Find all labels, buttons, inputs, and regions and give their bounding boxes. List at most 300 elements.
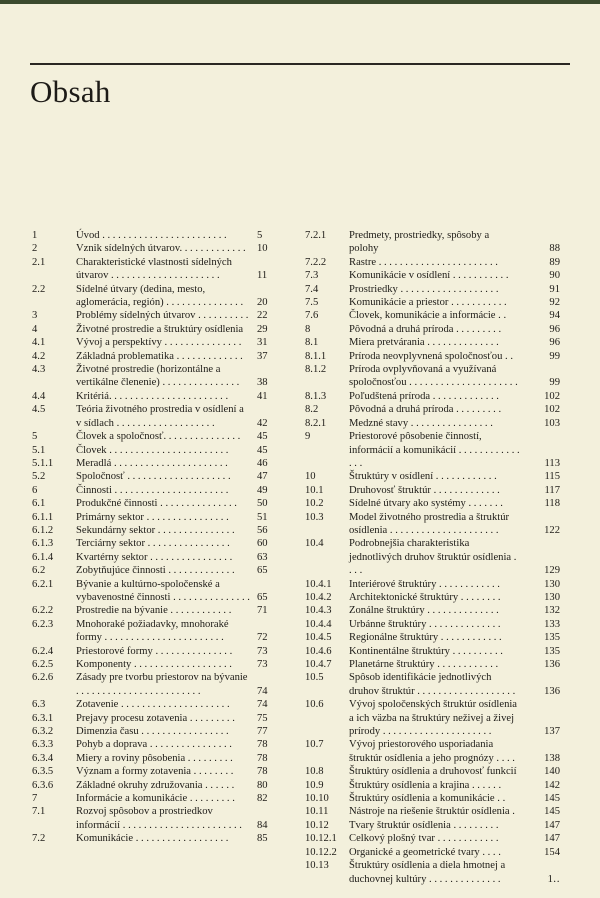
toc-entry <box>305 336 560 349</box>
section-title: Medzné stavy . . . . . . . . . . . . . . . . <box>349 417 493 429</box>
section-title: Architektonické štruktúry . . . . . . . . <box>349 591 501 603</box>
section-title: Regionálne štruktúry . . . . . . . . . . . . <box>349 632 502 644</box>
heading-rule <box>30 63 570 65</box>
page-number: 84 <box>257 819 268 831</box>
section-number: 10.11 <box>305 806 329 818</box>
toc-entry <box>305 497 560 510</box>
page-title: Obsah <box>30 74 111 109</box>
section-title: Miery a roviny pôsobenia . . . . . . . . . <box>76 752 233 764</box>
toc-entry <box>305 484 560 497</box>
page-number: 99 <box>549 377 560 389</box>
toc-entry <box>32 551 287 564</box>
section-number: 5.1 <box>32 444 46 456</box>
toc-entry <box>305 591 560 604</box>
section-title: Interiérové štruktúry . . . . . . . . . . . . <box>349 578 500 590</box>
page-number: 78 <box>257 766 268 778</box>
toc-entry <box>305 283 560 296</box>
toc-entry <box>305 779 560 792</box>
page-number: 90 <box>549 270 560 282</box>
page-number: 82 <box>257 793 268 805</box>
section-title: Terciárny sektor . . . . . . . . . . . . . . . . <box>76 538 230 550</box>
section-number: 6.2.3 <box>32 618 54 630</box>
page-number: 147 <box>544 819 560 831</box>
section-title: Zásady pre tvorbu priestorov na bývanie . . . . . . . . . . . . . . . . . . . . . . . . <box>76 672 248 697</box>
page-number: 80 <box>257 779 268 791</box>
toc-entry <box>305 403 560 416</box>
page-number: 50 <box>257 498 268 510</box>
page-number: 29 <box>257 323 268 335</box>
toc-entry <box>305 765 560 778</box>
toc-entry <box>32 645 287 658</box>
page-number: 46 <box>257 457 268 469</box>
toc-entry <box>305 604 560 617</box>
section-number: 6.1 <box>32 498 46 510</box>
toc-entry <box>32 738 287 751</box>
section-number: 7.3 <box>305 270 319 282</box>
page-number: 117 <box>544 484 560 496</box>
page-number: 130 <box>544 591 560 603</box>
page-number: 31 <box>257 337 268 349</box>
section-number: 10.8 <box>305 766 324 778</box>
section-title: Sídelné útvary ako systémy . . . . . . . <box>349 498 503 510</box>
section-number: 2.1 <box>32 256 46 268</box>
section-number: 8.2 <box>305 404 319 416</box>
section-number: 2.2 <box>32 283 46 295</box>
section-title: Priestorové formy . . . . . . . . . . . . . . . <box>76 645 233 657</box>
page-number: 89 <box>549 256 560 268</box>
page-number: 45 <box>257 444 268 456</box>
section-number: 7.6 <box>305 310 319 322</box>
page-number: 137 <box>544 726 560 738</box>
section-title: Teória životného prostredia v osídlení a v sídlach . . . . . . . . . . . . . . . . . . . <box>76 404 244 429</box>
toc-entry <box>32 457 287 470</box>
section-number: 7.2 <box>32 833 46 845</box>
section-number: 10.2 <box>305 498 324 510</box>
section-number: 5.1.1 <box>32 457 54 469</box>
section-title: Komunikácie v osídlení . . . . . . . . . . . <box>349 270 509 282</box>
page-number: 92 <box>549 297 560 309</box>
toc-entry <box>305 323 560 336</box>
section-title: Rastre . . . . . . . . . . . . . . . . . . . . . . . <box>349 256 498 268</box>
section-number: 10.4.4 <box>305 618 332 630</box>
toc-entry <box>32 604 287 617</box>
section-title: Urbánne štruktúry . . . . . . . . . . . . . . <box>349 618 501 630</box>
section-title: Kvartérny sektor . . . . . . . . . . . . . . . . <box>76 551 233 563</box>
section-number: 7 <box>32 793 38 805</box>
page-number: 135 <box>544 645 560 657</box>
section-number: 6.2.5 <box>32 659 54 670</box>
section-title: Poľudštená príroda . . . . . . . . . . . . . <box>349 390 499 402</box>
page-number: 136 <box>544 685 560 697</box>
section-title: Prejavy procesu zotavenia . . . . . . . . . <box>76 712 235 724</box>
toc-entry <box>32 671 287 698</box>
toc-entry <box>305 309 560 322</box>
page-number: 51 <box>257 511 268 523</box>
section-number: 6.3.6 <box>32 779 54 791</box>
section-number: 10.4.5 <box>305 632 332 644</box>
section-title: Spoločnosť . . . . . . . . . . . . . . . . . . . . <box>76 471 231 483</box>
top-edge-band <box>0 0 600 4</box>
section-title: Predmety, prostriedky, spôsoby a polohy <box>349 230 490 255</box>
toc-entry <box>32 323 287 336</box>
section-number: 6.2.2 <box>32 605 54 617</box>
section-number: 10.4.1 <box>305 578 332 590</box>
section-number: 2 <box>32 243 38 255</box>
page-number: 72 <box>257 632 268 644</box>
section-number: 7.4 <box>305 283 319 295</box>
page-number: 1‥ <box>547 873 560 885</box>
page-number: 94 <box>549 310 560 322</box>
toc-entry <box>32 283 287 310</box>
section-title: Informácie a komunikácie . . . . . . . . . <box>76 793 235 805</box>
page-number: 115 <box>544 471 560 483</box>
page-number: 60 <box>257 538 268 550</box>
section-number: 8.1.1 <box>305 350 327 362</box>
section-number: 4.4 <box>32 390 46 402</box>
toc-entry <box>32 725 287 738</box>
section-number: 4.2 <box>32 350 46 362</box>
page-number: 133 <box>544 618 560 630</box>
section-title: Primárny sektor . . . . . . . . . . . . . . . . <box>76 511 229 523</box>
page-number: 78 <box>257 739 268 751</box>
section-number: 5.2 <box>32 471 46 483</box>
section-title: Mnohoraké požiadavky, mnohoraké formy . . . . . . . . . . . . . . . . . . . . . . . <box>76 618 229 644</box>
section-title: Organické a geometrické tvary . . . . <box>349 846 501 858</box>
page-number: 102 <box>544 404 560 416</box>
page-number: 63 <box>257 551 268 563</box>
section-number: 6.2.1 <box>32 578 54 590</box>
section-number: 10.4.3 <box>305 605 332 617</box>
page-number: 135 <box>544 632 560 644</box>
section-number: 10.3 <box>305 511 324 523</box>
page-number: 77 <box>257 726 268 738</box>
section-title: Druhovosť štruktúr . . . . . . . . . . . . . <box>349 484 500 496</box>
page-number: 73 <box>257 659 268 670</box>
toc-entry <box>305 350 560 363</box>
section-number: 1 <box>32 230 38 241</box>
section-title: Komunikácie a priestor . . . . . . . . . . . <box>349 297 507 309</box>
toc-entry <box>32 430 287 443</box>
section-number: 6.3.4 <box>32 752 54 764</box>
section-number: 10.4.2 <box>305 591 332 603</box>
toc-entry <box>305 229 560 256</box>
toc-entry <box>32 832 287 845</box>
section-number: 6.2.6 <box>32 672 54 684</box>
page-number: 96 <box>549 323 560 335</box>
section-number: 6.3.3 <box>32 739 54 751</box>
toc-entry <box>32 390 287 403</box>
page-number: 154 <box>544 846 560 858</box>
toc-entry <box>32 779 287 792</box>
toc-entry <box>32 336 287 349</box>
page-number: 138 <box>544 752 560 764</box>
page-number: 140 <box>544 766 560 778</box>
section-title: Kontinentálne štruktúry . . . . . . . . . . <box>349 645 503 657</box>
section-title: Pôvodná a druhá príroda . . . . . . . . . <box>349 323 502 335</box>
toc-entry <box>32 618 287 645</box>
section-title: Sekundárny sektor . . . . . . . . . . . . . . . <box>76 524 235 536</box>
section-number: 6.1.1 <box>32 511 54 523</box>
toc-entry <box>32 497 287 510</box>
page-number: 10 <box>257 243 268 255</box>
section-title: Model životného prostredia a štruktúr osídlenia . . . . . . . . . . . . . . . . . . . . . <box>349 511 510 536</box>
page-number: 41 <box>257 390 268 402</box>
toc-entry <box>32 229 287 242</box>
section-title: Význam a formy zotavenia . . . . . . . . <box>76 766 234 778</box>
page-number: 91 <box>549 283 560 295</box>
toc-column-left <box>32 229 287 846</box>
toc-entry <box>305 390 560 403</box>
section-number: 6.3 <box>32 699 46 711</box>
toc-entry <box>305 738 560 765</box>
toc-entry <box>305 470 560 483</box>
toc-entry <box>305 671 560 698</box>
page-number: 113 <box>544 457 560 469</box>
page-number: 74 <box>257 699 268 711</box>
section-title: Vývoj a perspektívy . . . . . . . . . . . . . . . <box>76 337 242 349</box>
section-title: Celkový plošný tvar . . . . . . . . . . . . <box>349 833 499 845</box>
page-number: 42 <box>257 417 268 429</box>
section-number: 6.2.4 <box>32 645 54 657</box>
section-number: 8.1.3 <box>305 390 327 402</box>
section-title: Priestorové pôsobenie činností, informácií a komunikácií . . . . . . . . . . . . . . . <box>349 431 520 469</box>
section-title: Sídelné útvary (dedina, mesto, aglomerácia, región) . . . . . . . . . . . . . . . <box>76 283 244 309</box>
page-number: 102 <box>544 390 560 402</box>
toc-entry <box>32 444 287 457</box>
toc-entry <box>32 698 287 711</box>
toc-entry <box>32 484 287 497</box>
toc-entry <box>32 658 287 671</box>
section-title: Prostredie na bývanie . . . . . . . . . . . . <box>76 605 232 617</box>
toc-entry <box>32 403 287 430</box>
section-number: 4.1 <box>32 337 46 349</box>
page-number: 85 <box>257 833 268 845</box>
toc-entry <box>305 256 560 269</box>
section-title: Životné prostredie a štruktúry osídlenia <box>76 323 244 335</box>
toc-entry <box>305 846 560 859</box>
toc-entry <box>305 578 560 591</box>
section-title: Charakteristické vlastnosti sídelných útvarov . . . . . . . . . . . . . . . . . . . . . <box>76 256 232 282</box>
toc-entry <box>305 859 560 886</box>
section-number: 10.1 <box>305 484 324 496</box>
page-number: 49 <box>257 484 268 496</box>
page-number: 122 <box>544 524 560 536</box>
section-number: 10.4.6 <box>305 645 332 657</box>
page-number: 37 <box>257 350 268 362</box>
toc-entry <box>305 417 560 430</box>
toc-entry <box>305 645 560 658</box>
section-title: Prostriedky . . . . . . . . . . . . . . . . . . . <box>349 283 499 295</box>
section-number: 4.3 <box>32 364 46 376</box>
section-title: Meradlá . . . . . . . . . . . . . . . . . . . . . . <box>76 457 228 469</box>
page-number: 78 <box>257 752 268 764</box>
section-number: 8.1.2 <box>305 364 327 376</box>
page-number: 75 <box>257 712 268 724</box>
toc-entry <box>305 537 560 577</box>
section-title: Vývoj priestorového usporiadania štruktúr osídlenia a jeho prognózy . . . . <box>349 739 515 764</box>
page-number: 56 <box>257 524 268 536</box>
page-number: 136 <box>544 659 560 670</box>
section-number: 10.12.1 <box>305 833 337 845</box>
toc-entry <box>32 578 287 605</box>
toc-entry <box>305 805 560 818</box>
toc-entry <box>305 698 560 738</box>
section-title: Nástroje na riešenie štruktúr osídlenia . <box>349 806 515 818</box>
section-number: 6.1.4 <box>32 551 54 563</box>
toc-entry <box>32 805 287 832</box>
section-title: Úvod . . . . . . . . . . . . . . . . . . . . . . . . <box>76 230 227 241</box>
page-number: 130 <box>544 578 560 590</box>
toc-entry <box>32 256 287 283</box>
toc-entry <box>305 511 560 538</box>
section-number: 6.2 <box>32 565 46 577</box>
page-number: 65 <box>257 565 268 577</box>
section-number: 9 <box>305 431 311 443</box>
section-title: Človek, komunikácie a informácie . . <box>349 310 507 322</box>
section-title: Planetárne štruktúry . . . . . . . . . . . . <box>349 659 499 670</box>
section-number: 5 <box>32 431 38 443</box>
toc-entry <box>305 430 560 470</box>
section-number: 10.9 <box>305 779 324 791</box>
toc-entry <box>32 712 287 725</box>
section-title: Pôvodná a druhá príroda . . . . . . . . . <box>349 404 502 416</box>
page-number: 103 <box>544 417 560 429</box>
section-number: 6 <box>32 484 38 496</box>
page-number: 5 <box>257 230 263 241</box>
toc-entry <box>305 296 560 309</box>
section-number: 10.7 <box>305 739 324 751</box>
toc-entry <box>305 792 560 805</box>
toc-entry <box>305 832 560 845</box>
section-title: Spôsob identifikácie jednotlivých druhov štruktúr . . . . . . . . . . . . . . . . . . . <box>349 672 516 697</box>
section-title: Životné prostredie (horizontálne a vertikálne členenie) . . . . . . . . . . . . . . . <box>76 364 240 389</box>
section-title: Štruktúry osídlenia a komunikácie . . <box>349 793 506 805</box>
section-title: Základné okruhy združovania . . . . . . <box>76 779 235 791</box>
section-number: 10.4.7 <box>305 659 332 670</box>
section-title: Pohyb a doprava . . . . . . . . . . . . . . . . <box>76 739 232 751</box>
section-title: Základná problematika . . . . . . . . . . . . . <box>76 350 243 362</box>
section-number: 4.5 <box>32 404 46 416</box>
section-number: 3 <box>32 310 38 322</box>
toc-entry <box>305 269 560 282</box>
section-number: 8.1 <box>305 337 319 349</box>
page-number: 20 <box>257 297 268 309</box>
page-number: 145 <box>544 793 560 805</box>
toc-entry <box>305 618 560 631</box>
page-number: 22 <box>257 310 268 322</box>
toc-entry <box>32 524 287 537</box>
section-title: Komponenty . . . . . . . . . . . . . . . . . . . <box>76 659 232 670</box>
page-number: 145 <box>544 806 560 818</box>
page-number: 71 <box>257 605 268 617</box>
page-number: 99 <box>549 350 560 362</box>
section-title: Rozvoj spôsobov a prostriedkov informácií . . . . . . . . . . . . . . . . . . . . . . . <box>76 806 242 831</box>
section-number: 10.12 <box>305 819 329 831</box>
section-title: Tvary štruktúr osídlenia . . . . . . . . . <box>349 819 499 831</box>
section-number: 10.5 <box>305 672 324 684</box>
section-title: Zotavenie . . . . . . . . . . . . . . . . . . . . . <box>76 699 230 711</box>
section-number: 6.1.3 <box>32 538 54 550</box>
toc-entry <box>32 765 287 778</box>
section-title: Človek a spoločnosť. . . . . . . . . . . . . . . <box>76 431 241 443</box>
section-number: 6.3.2 <box>32 726 54 738</box>
page-number: 129 <box>544 565 560 577</box>
section-number: 7.2.1 <box>305 230 327 241</box>
page-number: 11 <box>257 270 268 282</box>
section-title: Vznik sídelných útvarov. . . . . . . . . . . . . <box>76 243 246 255</box>
toc-entry <box>32 309 287 322</box>
section-number: 7.2.2 <box>305 256 327 268</box>
section-title: Podrobnejšia charakteristika jednotlivých druhov štruktúr osídlenia . . . . <box>349 538 517 577</box>
section-title: Štruktúry osídlenia a druhovosť funkcií <box>349 766 517 778</box>
section-number: 10.4 <box>305 538 324 550</box>
section-number: 4 <box>32 323 38 335</box>
toc-entry <box>32 511 287 524</box>
section-title: Dimenzia času . . . . . . . . . . . . . . . . . <box>76 726 229 738</box>
section-title: Bývanie a kultúrno-spoločenské a vybavenostné činnosti . . . . . . . . . . . . . . . <box>76 578 250 603</box>
page-number: 74 <box>257 685 268 697</box>
section-title: Príroda ovplyvňovaná a využívaná spoločnosťou . . . . . . . . . . . . . . . . . . . . . <box>349 364 518 389</box>
page-number: 142 <box>544 779 560 791</box>
toc-entry <box>32 792 287 805</box>
toc-entry <box>305 363 560 390</box>
page-number: 118 <box>544 498 560 510</box>
section-title: Kritériá. . . . . . . . . . . . . . . . . . . . . . . <box>76 390 229 402</box>
page-number: 47 <box>257 471 268 483</box>
section-number: 10.13 <box>305 860 329 872</box>
section-number: 8 <box>305 323 311 335</box>
section-title: Miera pretvárania . . . . . . . . . . . . . . <box>349 337 499 349</box>
section-title: Komunikácie . . . . . . . . . . . . . . . . . . <box>76 833 229 845</box>
page-number: 132 <box>544 605 560 617</box>
page-number: 88 <box>549 243 560 255</box>
section-title: Problémy sídelných útvarov . . . . . . . . . . <box>76 310 249 322</box>
section-number: 10.6 <box>305 699 324 711</box>
section-number: 10 <box>305 471 316 483</box>
section-number: 7.5 <box>305 297 319 309</box>
section-number: 10.10 <box>305 793 329 805</box>
toc-entry <box>32 537 287 550</box>
toc-entry <box>305 631 560 644</box>
toc-entry <box>32 363 287 390</box>
section-title: Zonálne štruktúry . . . . . . . . . . . . . . <box>349 605 499 617</box>
toc-entry <box>305 658 560 671</box>
section-title: Štruktúry osídlenia a diela hmotnej a duchovnej kultúry . . . . . . . . . . . . . . <box>349 860 506 885</box>
page-number: 45 <box>257 431 268 443</box>
section-title: Štruktúry osídlenia a krajina . . . . . . <box>349 779 502 791</box>
section-title: Zobytňujúce činnosti . . . . . . . . . . . . . <box>76 565 235 577</box>
toc-entry <box>32 564 287 577</box>
section-title: Činnosti . . . . . . . . . . . . . . . . . . . . . . <box>76 484 229 496</box>
section-title: Vývoj spoločenských štruktúr osídlenia a ich väzba na štruktúry neživej a živej prírody . . . . . . . . . . . . . . . . . . . . . <box>349 699 518 738</box>
section-title: Človek . . . . . . . . . . . . . . . . . . . . . . . <box>76 444 229 456</box>
toc-entry <box>32 752 287 765</box>
section-number: 6.3.1 <box>32 712 54 724</box>
section-number: 6.1.2 <box>32 524 54 536</box>
page-number: 65 <box>257 591 268 603</box>
page-number: 73 <box>257 645 268 657</box>
toc-entry <box>32 470 287 483</box>
toc-entry <box>305 819 560 832</box>
section-title: Štruktúry v osídlení . . . . . . . . . . . . <box>349 471 497 483</box>
toc-entry <box>32 350 287 363</box>
toc-entry <box>32 242 287 255</box>
section-number: 10.12.2 <box>305 846 337 858</box>
section-title: Príroda neovplyvnená spoločnosťou . . <box>349 350 513 362</box>
page-number: 96 <box>549 337 560 349</box>
page-number: 147 <box>544 833 560 845</box>
section-number: 8.2.1 <box>305 417 327 429</box>
